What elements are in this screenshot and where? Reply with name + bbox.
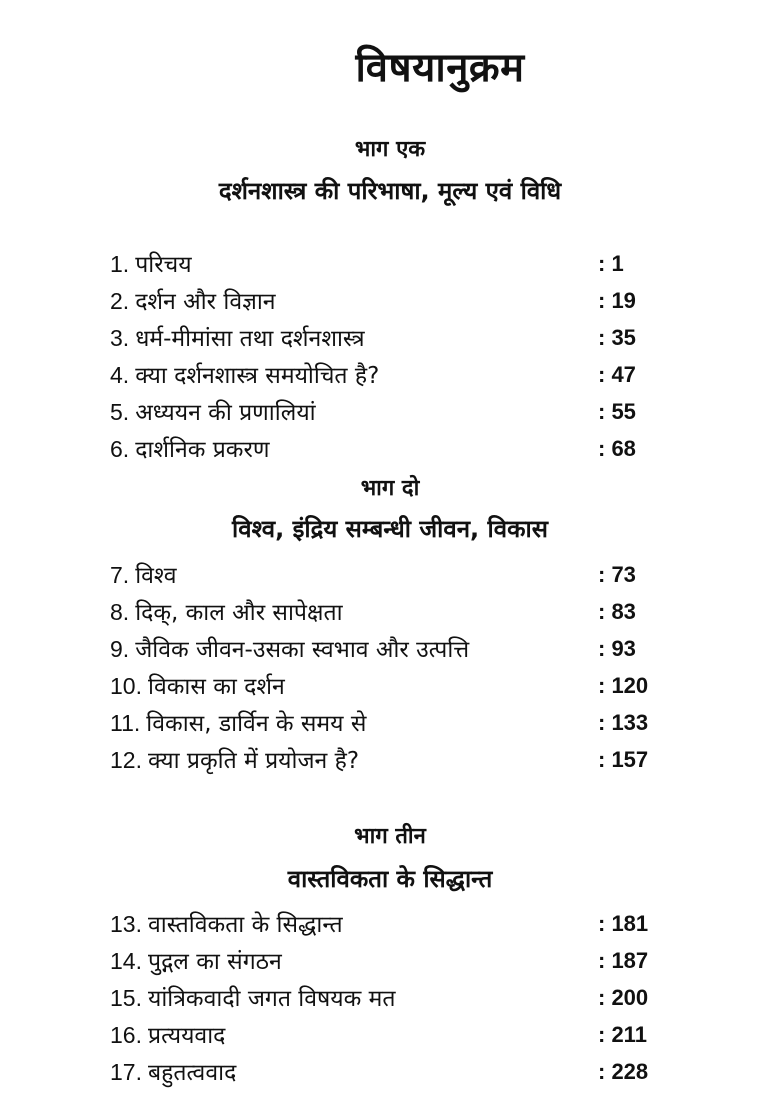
toc-entry xyxy=(110,1017,670,1053)
entry-page: : 1 xyxy=(598,251,624,276)
entry-title: धर्म-मीमांसा तथा दर्शनशास्त्र xyxy=(135,326,365,352)
entry-page: : 73 xyxy=(598,562,636,587)
toc-entry xyxy=(110,557,670,593)
toc-entry xyxy=(110,943,670,979)
entry-title: विश्व xyxy=(135,563,177,589)
entry-number: 2. xyxy=(110,288,130,314)
part-3-label: भाग तीन xyxy=(354,824,426,849)
entry-page: : 83 xyxy=(598,599,636,624)
entry-page: : 133 xyxy=(598,710,649,735)
page-title: विषयानुक्रम xyxy=(355,45,525,91)
entry-title: परिचय xyxy=(135,252,192,278)
entry-number: 15. xyxy=(110,985,142,1011)
entry-number: 12. xyxy=(110,747,142,773)
entry-title: विकास, डार्विन के समय से xyxy=(146,711,367,737)
part-1-title: दर्शनशास्त्र की परिभाषा, मूल्य एवं विधि xyxy=(218,177,562,205)
entry-title: क्या दर्शनशास्त्र समयोचित है? xyxy=(135,363,380,389)
entry-page: : 211 xyxy=(598,1022,647,1047)
entry-number: 16. xyxy=(110,1022,142,1048)
entry-number: 6. xyxy=(110,436,130,462)
entry-title: दिक्, काल और सापेक्षता xyxy=(135,600,343,626)
entry-number: 7. xyxy=(110,562,130,588)
entry-page: : 93 xyxy=(598,636,636,661)
toc-entry xyxy=(110,594,670,630)
entry-number: 14. xyxy=(110,948,142,974)
entry-page: : 19 xyxy=(598,288,636,313)
toc-entry xyxy=(110,668,670,704)
entry-number: 11. xyxy=(110,710,141,736)
toc-entry xyxy=(110,246,670,282)
toc-entry xyxy=(110,431,670,467)
entry-title: अध्ययन की प्रणालियां xyxy=(135,400,316,426)
entry-page: : 228 xyxy=(598,1059,649,1084)
toc-entry xyxy=(110,394,670,430)
entry-title: बहुतत्ववाद xyxy=(147,1060,237,1086)
entry-number: 13. xyxy=(110,911,142,937)
entry-title: वास्तविकता के सिद्धान्त xyxy=(147,912,343,938)
toc-entry xyxy=(110,320,670,356)
entry-number: 8. xyxy=(110,599,130,625)
part-3-title: वास्तविकता के सिद्धान्त xyxy=(287,865,493,893)
entry-title: दार्शनिक प्रकरण xyxy=(135,437,270,463)
entry-page: : 200 xyxy=(598,985,649,1010)
entry-page: : 47 xyxy=(598,362,636,387)
entry-page: : 35 xyxy=(598,325,636,350)
toc-entry xyxy=(110,742,670,778)
part-2-title: विश्व, इंद्रिय सम्बन्धी जीवन, विकास xyxy=(232,515,548,543)
part-2-label: भाग दो xyxy=(360,476,420,501)
entry-title: जैविक जीवन-उसका स्वभाव और उत्पत्ति xyxy=(135,637,470,663)
entry-title: यांत्रिकवादी जगत विषयक मत xyxy=(147,986,396,1012)
entry-page: : 157 xyxy=(598,747,649,772)
entry-page: : 187 xyxy=(598,948,649,973)
toc-entry xyxy=(110,980,670,1016)
entry-title: प्रत्ययवाद xyxy=(147,1023,226,1049)
entry-number: 4. xyxy=(110,362,130,388)
entry-page: : 181 xyxy=(598,911,649,936)
toc-entry xyxy=(110,283,670,319)
entry-title: विकास का दर्शन xyxy=(147,674,285,700)
entry-number: 5. xyxy=(110,399,130,425)
entry-page: : 120 xyxy=(598,673,649,698)
toc-entry xyxy=(110,705,670,741)
entry-title: पुद्गल का संगठन xyxy=(147,949,282,975)
entry-number: 10. xyxy=(110,673,142,699)
entry-number: 3. xyxy=(110,325,130,351)
entry-number: 9. xyxy=(110,636,130,662)
entry-page: : 68 xyxy=(598,436,636,461)
entry-number: 17. xyxy=(110,1059,142,1085)
toc-entry xyxy=(110,1054,670,1090)
part-1-label: भाग एक xyxy=(354,137,426,162)
toc-entry xyxy=(110,631,670,667)
entry-title: दर्शन और विज्ञान xyxy=(135,289,276,315)
toc-entry xyxy=(110,906,670,942)
entry-number: 1. xyxy=(110,251,130,277)
entry-page: : 55 xyxy=(598,399,636,424)
entry-title: क्या प्रकृति में प्रयोजन है? xyxy=(147,748,360,774)
toc-entry xyxy=(110,357,670,393)
